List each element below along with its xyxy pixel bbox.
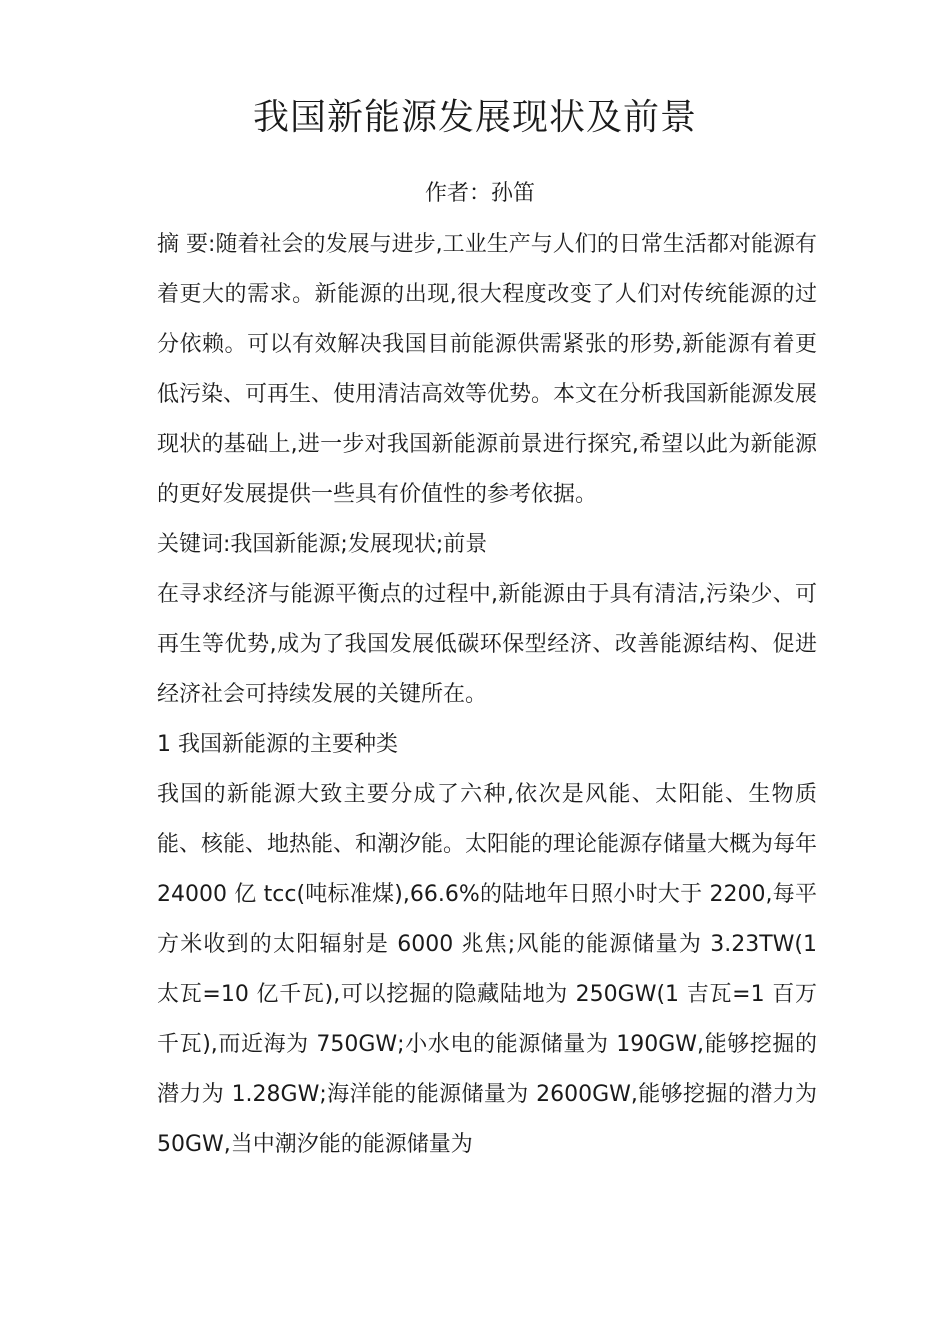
intro-paragraph: 在寻求经济与能源平衡点的过程中,新能源由于具有清洁,污染少、可再生等优势,成为了我国发展低碳环保型经济、改善能源结构、促进经济社会可持续发展的关键所在。: [157, 582, 817, 707]
abstract-paragraph: 摘 要:随着社会的发展与进步,工业生产与人们的日常生活都对能源有着更大的需求。新能源的出现,很大程度改变了人们对传统能源的过分依赖。可以有效解决我国目前能源供需紧张的形势,新能源有着更低污染、可再生、使用清洁高效等优势。本文在分析我国新能源发展现状的基础上,进一步对我国新能源前景进行探究,希望以此为新能源的更好发展提供一些具有价值性的参考依据。: [157, 232, 818, 507]
keywords-line: 关键词:我国新能源;发展现状;前景: [157, 532, 488, 557]
document-body: [157, 220, 817, 1170]
document-title: 我国新能源发展现状及前景: [252, 97, 697, 138]
section-paragraph: 我国的新能源大致主要分成了六种,依次是风能、太阳能、生物质能、核能、地热能、和潮汐能。太阳能的理论能源存储量大概为每年 24000 亿 tcc(吨标准煤),66.6%的陆地年日照小时大于 2200,每平方米收到的太阳辐射是 6000 兆焦;风能的能源储量为 3.23TW(1 太瓦=10 亿千瓦),可以挖掘的隐藏陆地为 250GW(1 吉瓦=1 百万千瓦),而近海为 750GW;小水电的能源储量为 190GW,能够挖掘的潜力为 1.28GW;海洋能的能源储量为 2600GW,能够挖掘的潜力为 50GW,当中潮汐能的能源储量为: [157, 782, 818, 1157]
section-heading: 1 我国新能源的主要种类: [157, 732, 398, 757]
document-author: 作者：孙笛: [424, 181, 535, 206]
